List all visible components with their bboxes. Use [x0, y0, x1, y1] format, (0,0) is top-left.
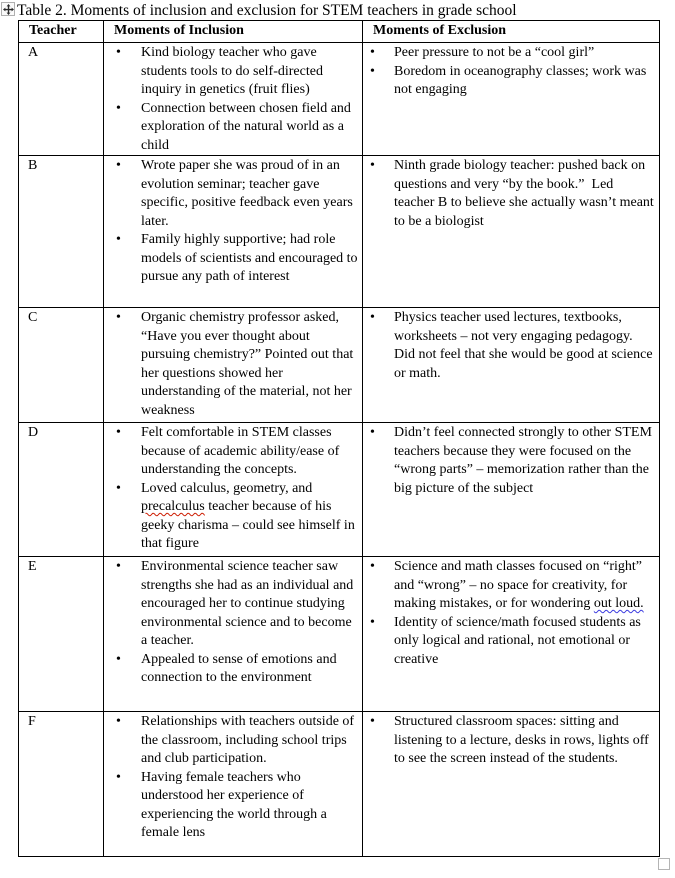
bullet-text: Structured classroom spaces: sitting and listening to a lecture, desks in rows, lights off to see the screen instead of the students.: [394, 714, 653, 766]
inclusion-cell: [104, 712, 363, 857]
bullet-item: [104, 713, 362, 769]
bullet-item: [104, 769, 362, 843]
bullet-item: [104, 309, 362, 420]
table-row-c: [19, 308, 660, 423]
exclusion-cell: [363, 712, 660, 857]
bullet-item: [363, 309, 659, 383]
table-row-b: [19, 156, 660, 308]
bullet-icon: •: [116, 232, 121, 247]
bullet-text: Physics teacher used lectures, textbooks, worksheets – not very engaging pedagogy. Did not feel that she would be good at science or math.: [394, 310, 657, 381]
bullet-icon: •: [370, 614, 375, 630]
exclusion-cell: [363, 43, 660, 156]
bullet-icon: •: [370, 425, 375, 440]
table-row-d: [19, 423, 660, 557]
inclusion-cell: [104, 423, 363, 557]
bullet-icon: •: [116, 651, 121, 667]
bullet-item: [363, 713, 659, 769]
teacher-cell: C: [19, 308, 104, 423]
table-body: [19, 43, 660, 857]
bullet-icon: •: [370, 45, 375, 60]
table-row-a: [19, 43, 660, 156]
move-icon: [3, 4, 14, 15]
moments-table: [18, 20, 660, 857]
bullet-item: [363, 157, 659, 231]
bullet-text: Ninth grade biology teacher: pushed back on questions and very “by the book.” Led teacher B to believe she actually wasn’t meant to be a biologist: [394, 158, 658, 229]
bullet-text: Felt comfortable in STEM classes because of academic ability/ease of understanding the concepts.: [141, 425, 343, 477]
teacher-cell: A: [19, 43, 104, 156]
bullet-text: Peer pressure to not be a “cool girl”: [394, 45, 595, 60]
bullet-icon: •: [116, 100, 121, 116]
bullet-text: Didn’t feel connected strongly to other STEM teachers because they were focused on the “wrong parts” – memorization rather than the big picture of the subject: [394, 425, 656, 496]
bullet-icon: •: [116, 769, 121, 785]
bullet-icon: •: [370, 158, 375, 173]
bullet-icon: •: [116, 559, 121, 574]
bullet-text: Science and math classes focused on “right” and “wrong” – no space for creativity, for making mistakes, or for wondering out loud.: [394, 559, 646, 611]
exclusion-cell: [363, 557, 660, 712]
bullet-item: [104, 424, 362, 480]
bullet-item: [363, 63, 659, 100]
bullet-text: Appealed to sense of emotions and connection to the environment: [141, 651, 341, 685]
bullet-item: [104, 44, 362, 100]
bullet-item: [104, 651, 362, 688]
teacher-cell: F: [19, 712, 104, 857]
inclusion-cell: [104, 557, 363, 712]
bullet-icon: •: [116, 310, 121, 325]
table-row-e: [19, 557, 660, 712]
bullet-text: Boredom in oceanography classes; work was not engaging: [394, 63, 650, 97]
bullet-item: [363, 558, 659, 614]
bullet-icon: •: [116, 425, 121, 440]
bullet-item: [363, 614, 659, 670]
teacher-cell: E: [19, 557, 104, 712]
header-exclusion: Moments of Exclusion: [363, 21, 660, 43]
bullet-text: Relationships with teachers outside of the classroom, including school trips and club participation.: [141, 714, 358, 766]
bullet-icon: •: [370, 310, 375, 325]
bullet-icon: •: [370, 63, 375, 79]
header-inclusion: Moments of Inclusion: [104, 21, 363, 43]
bullet-text: Organic chemistry professor asked, “Have you ever thought about pursuing chemistry?” Pointed out that her questions showed her understanding of the material, not her weakness: [141, 310, 357, 418]
bullet-icon: •: [116, 158, 121, 173]
table-resize-handle[interactable]: [658, 858, 670, 870]
bullet-item: [104, 157, 362, 231]
bullet-icon: •: [116, 45, 121, 60]
table-row-f: [19, 712, 660, 857]
exclusion-cell: [363, 156, 660, 308]
header-teacher: Teacher: [19, 21, 104, 43]
table-move-handle[interactable]: [1, 2, 15, 16]
bullet-text: Family highly supportive; had role models of scientists and encouraged to pursue any path of interest: [141, 232, 362, 284]
bullet-item: [104, 480, 362, 554]
bullet-text: Environmental science teacher saw strengths she had as an individual and encouraged her to continue studying environmental science and to become a teacher.: [141, 559, 357, 648]
bullet-item: [104, 558, 362, 651]
header-row: [19, 21, 660, 43]
exclusion-cell: [363, 423, 660, 557]
teacher-cell: D: [19, 423, 104, 557]
bullet-icon: •: [370, 559, 375, 574]
inclusion-cell: [104, 156, 363, 308]
bullet-icon: •: [116, 714, 121, 729]
bullet-text: Connection between chosen field and exploration of the natural world as a child: [141, 100, 355, 153]
bullet-icon: •: [116, 480, 121, 496]
bullet-text: Loved calculus, geometry, and precalculus teacher because of his geeky charisma – could see himself in that figure: [141, 480, 359, 551]
exclusion-cell: [363, 308, 660, 423]
table-caption: Table 2. Moments of inclusion and exclusion for STEM teachers in grade school: [17, 2, 517, 19]
inclusion-cell: [104, 43, 363, 156]
teacher-cell: B: [19, 156, 104, 308]
bullet-item: [363, 424, 659, 498]
bullet-text: Wrote paper she was proud of in an evolution seminar; teacher gave specific, positive feedback even years later.: [141, 158, 357, 229]
bullet-text: Identity of science/math focused students as only logical and rational, not emotional or creative: [394, 614, 645, 667]
bullet-icon: •: [370, 714, 375, 729]
bullet-item: [104, 100, 362, 156]
inclusion-cell: [104, 308, 363, 423]
bullet-item: [104, 231, 362, 287]
bullet-item: [363, 44, 659, 63]
bullet-text: Kind biology teacher who gave students tools to do self-directed inquiry in genetics (fruit flies): [141, 45, 327, 97]
bullet-text: Having female teachers who understood her experience of experiencing the world through a female lens: [141, 769, 331, 840]
